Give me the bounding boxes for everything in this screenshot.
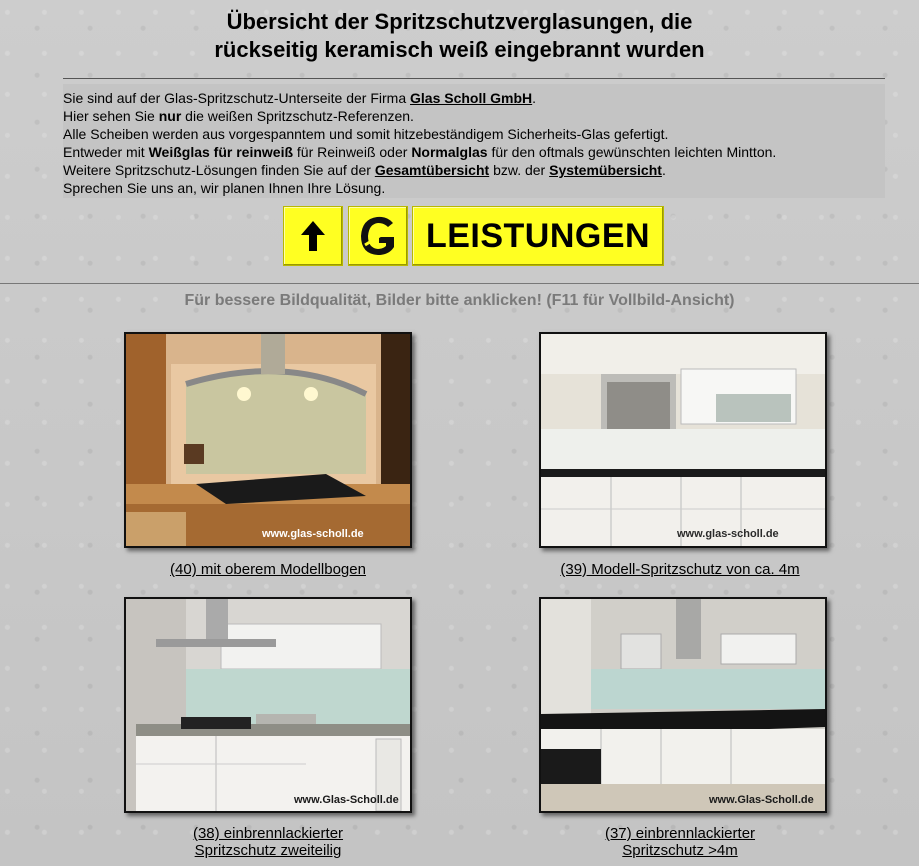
info-text: Entweder mit — [63, 144, 149, 160]
info-text: die weißen Spritzschutz-Referenzen. — [181, 108, 414, 124]
page-title — [0, 8, 919, 64]
info-line — [63, 161, 885, 179]
up-button[interactable] — [283, 206, 343, 266]
info-bold: nur — [158, 108, 182, 124]
info-line: Sprechen Sie uns an, wir planen Ihnen Ihre Lösung. — [63, 180, 386, 196]
page-title-line1: Übersicht der Spritzschutzverglasungen, die — [226, 9, 693, 34]
info-text: Weitere Spritzschutz-Lösungen finden Sie auf der — [63, 162, 375, 178]
gallery-caption-40[interactable]: (40) mit oberem Modellbogen — [170, 561, 366, 578]
caption-line: Spritzschutz zweiteilig — [194, 842, 342, 859]
watermark: www.glas-scholl.de — [677, 528, 779, 540]
info-text: für Reinweiß oder — [293, 144, 412, 160]
systemuebersicht-link[interactable]: Systemübersicht — [549, 162, 662, 178]
gallery-image-40[interactable] — [124, 332, 412, 548]
info-line — [63, 107, 885, 125]
glas-scholl-logo-icon — [353, 211, 403, 261]
info-line: Alle Scheiben werden aus vorgespanntem und somit hitzebeständigem Sicherheits-Glas gefertigt. — [63, 126, 669, 142]
leistungen-button[interactable]: LEISTUNGEN — [412, 206, 664, 266]
info-bold: Weißglas für reinweiß — [148, 144, 294, 160]
info-line — [63, 89, 885, 107]
gallery-image-39[interactable] — [539, 332, 827, 548]
page-title-line2: rückseitig keramisch weiß eingebrannt wurden — [214, 37, 705, 62]
info-bold: Normalglas — [411, 144, 488, 160]
gallery-caption-37[interactable] — [520, 825, 840, 859]
info-text: bzw. der — [489, 162, 550, 178]
arrow-up-icon — [298, 219, 328, 253]
kitchen-photo — [541, 334, 825, 546]
kitchen-photo — [126, 334, 410, 546]
watermark: www.glas-scholl.de — [262, 528, 364, 540]
watermark: www.Glas-Scholl.de — [709, 794, 814, 806]
info-text: für den oftmals gewünschten leichten Mintton. — [487, 144, 777, 160]
info-text: Hier sehen Sie — [63, 108, 159, 124]
gallery-image-37[interactable] — [539, 597, 827, 813]
caption-line: (38) einbrennlackierter — [192, 825, 344, 842]
gesamtuebersicht-link[interactable]: Gesamtübersicht — [374, 162, 490, 178]
caption-line: (37) einbrennlackierter — [604, 825, 756, 842]
info-text: . — [661, 162, 666, 178]
divider — [0, 283, 919, 284]
watermark: www.Glas-Scholl.de — [294, 794, 399, 806]
nav-bar — [0, 206, 919, 266]
gallery-caption-39[interactable]: (39) Modell-Spritzschutz von ca. 4m — [560, 561, 800, 578]
info-box — [63, 84, 885, 198]
info-text: . — [532, 90, 537, 106]
image-hint: Für bessere Bildqualität, Bilder bitte anklicken! (F11 für Vollbild-Ansicht) — [184, 292, 735, 309]
caption-line: Spritzschutz >4m — [622, 842, 738, 859]
info-line — [63, 143, 885, 161]
divider — [63, 78, 885, 79]
info-text: Sie sind auf der Glas-Spritzschutz-Unterseite der Firma — [63, 90, 411, 106]
logo-button[interactable] — [348, 206, 408, 266]
gallery-image-38[interactable] — [124, 597, 412, 813]
glas-scholl-link[interactable]: Glas Scholl GmbH — [410, 90, 533, 106]
gallery-caption-38[interactable] — [124, 825, 412, 859]
kitchen-photo — [541, 599, 825, 811]
kitchen-photo — [126, 599, 410, 811]
